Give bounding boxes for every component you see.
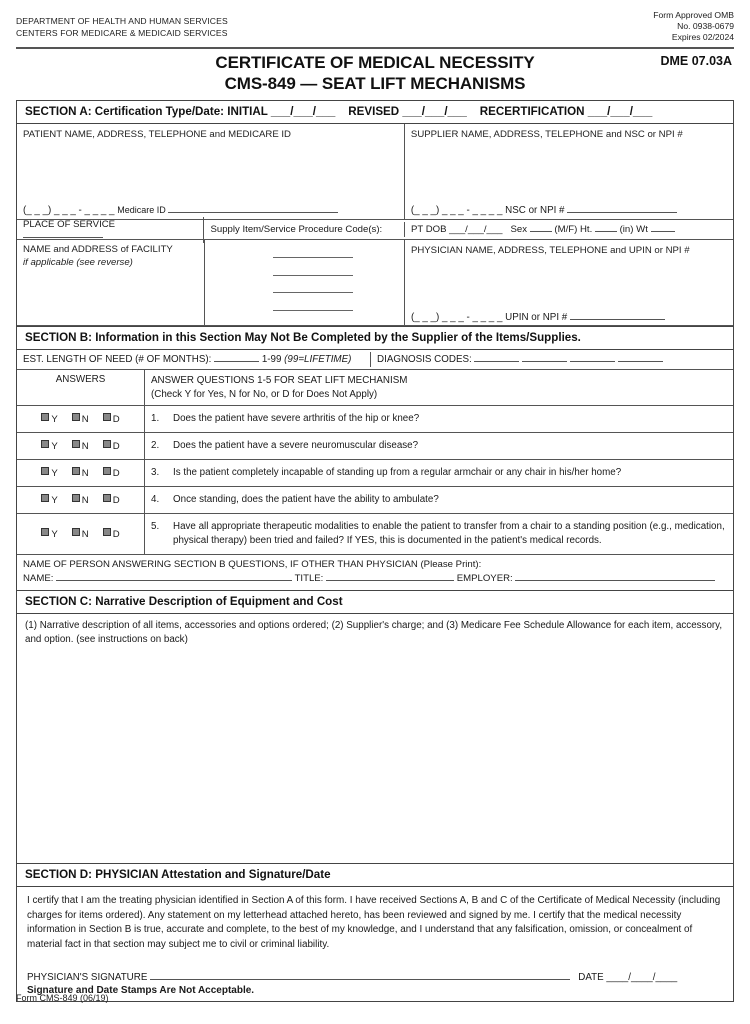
omb-expiration: Expires 02/2024 — [671, 31, 734, 42]
checkbox-no-label: N — [81, 468, 89, 479]
facility-info-box[interactable] — [17, 240, 205, 325]
patient-supplier-row — [17, 124, 733, 220]
checkbox-square-icon — [41, 440, 49, 448]
checkbox-does-not-apply[interactable] — [103, 528, 120, 540]
question-text: Have all appropriate therapeutic modalities to enable the patient to transfer from a chair to a standing position (e.g., medication, physical therapy) been tried and failed? If YES, this is documented in the patient's medical records. — [173, 521, 725, 546]
sex-note: (M/F) — [554, 224, 578, 235]
checkbox-d-label: D — [112, 529, 120, 540]
agency-line-1: DEPARTMENT OF HEALTH AND HUMAN SERVICES — [16, 16, 228, 26]
medicare-id-label: Medicare ID — [117, 205, 166, 215]
checkbox-yes[interactable] — [41, 413, 57, 425]
supplier-box-label: SUPPLIER NAME, ADDRESS, TELEPHONE and NSC or NPI # — [410, 129, 683, 140]
checkbox-does-not-apply[interactable] — [103, 413, 120, 425]
height-label: Ht. — [580, 224, 593, 235]
answering-person-row — [17, 554, 733, 590]
supply-code-blank-line[interactable] — [273, 256, 353, 258]
facility-label-line-1: NAME and ADDRESS of FACILITY — [23, 244, 173, 255]
answering-person-fields — [23, 572, 727, 586]
answer-checkboxes[interactable] — [17, 487, 145, 513]
height-blank[interactable] — [595, 231, 617, 232]
questions-list — [17, 406, 733, 554]
checkbox-no-label: N — [81, 529, 89, 540]
pt-dob-label: PT DOB — [410, 224, 447, 235]
medicare-id-blank[interactable] — [168, 212, 338, 213]
checkbox-yes[interactable] — [41, 440, 57, 452]
answers-column-header: ANSWERS — [17, 370, 145, 405]
checkbox-square-icon — [41, 467, 49, 475]
question-text-cell — [145, 406, 733, 432]
weight-blank[interactable] — [651, 231, 675, 232]
place-of-service-label: PLACE OF SERVICE — [23, 218, 116, 230]
question-number: 5. — [151, 521, 160, 532]
question-text: Once standing, does the patient have the ability to ambulate? — [173, 494, 439, 505]
question-row — [17, 433, 733, 460]
question-number: 4. — [151, 494, 160, 505]
supply-code-lines-cell[interactable] — [205, 240, 405, 325]
name-label: NAME: — [23, 573, 54, 584]
section-a-label: SECTION A: Certification Type/Date: — [25, 105, 225, 118]
checkbox-d-label: D — [112, 495, 120, 506]
recertification-label: RECERTIFICATION — [479, 105, 585, 118]
checkbox-d-label: D — [112, 468, 120, 479]
section-a-band — [17, 101, 733, 124]
checkbox-no[interactable] — [72, 494, 89, 506]
title-line-1: CERTIFICATE OF MEDICAL NECESSITY — [215, 53, 535, 72]
upin-npi-blank[interactable] — [570, 319, 665, 320]
height-unit-note: (in) — [619, 224, 634, 235]
question-row — [17, 487, 733, 514]
checkbox-yes-label: Y — [51, 468, 58, 479]
agency-identification — [16, 16, 228, 39]
form-title — [0, 52, 750, 94]
patient-demographics-cell[interactable] — [405, 222, 733, 237]
section-d-attestation: I certify that I am the treating physician identified in Section A of this form. I have received Sections A, B and C of the Certificate of Medical Necessity (including charges for items ordered). Any statement on my letterhead attached hereto, has been reviewed and signed by me. I certify that the medical necessity information in Section B is true, accurate and complete, to the best of my knowledge, and I understand that any falsification, omission, or concealment of material fact in that section may subject me to civil or criminal liability. — [27, 895, 721, 950]
supply-item-label: Supply Item/Service Procedure Code(s): — [210, 224, 383, 235]
checkbox-square-icon — [72, 440, 80, 448]
checkbox-no-label: N — [81, 495, 89, 506]
question-number: 3. — [151, 467, 160, 478]
place-of-service-cell[interactable] — [17, 217, 204, 243]
facility-physician-row — [17, 240, 733, 326]
questions-header-line-2: (Check Y for Yes, N for No, or D for Does Not Apply) — [151, 388, 378, 400]
dme-code: DME 07.03A — [660, 54, 732, 68]
question-text: Does the patient have severe arthritis of the hip or knee? — [173, 413, 420, 424]
nsc-npi-blank[interactable] — [567, 212, 677, 213]
diagnosis-codes-label: DIAGNOSIS CODES: — [377, 354, 472, 365]
checkbox-square-icon — [103, 413, 111, 421]
question-text-cell — [145, 460, 733, 486]
question-text: Is the patient completely incapable of standing up from a regular armchair or any chair in his/her home? — [173, 467, 622, 478]
diagnosis-code-blank-3[interactable] — [570, 361, 615, 362]
checkbox-no[interactable] — [72, 440, 89, 452]
checkbox-does-not-apply[interactable] — [103, 440, 120, 452]
checkbox-square-icon — [72, 467, 80, 475]
supplier-info-box[interactable] — [405, 124, 733, 219]
checkbox-square-icon — [41, 494, 49, 502]
length-diagnosis-row — [17, 350, 733, 370]
sex-blank[interactable] — [530, 231, 552, 232]
checkbox-d-label: D — [112, 414, 120, 425]
supply-code-blank-line[interactable] — [273, 291, 353, 293]
questions-column-header — [145, 370, 733, 405]
checkbox-yes[interactable] — [41, 528, 57, 540]
checkbox-does-not-apply[interactable] — [103, 467, 120, 479]
length-of-need-range: 1-99 — [261, 354, 282, 365]
question-text: Does the patient have a severe neuromuscular disease? — [173, 440, 419, 451]
omb-approval-block — [653, 10, 734, 42]
question-text-cell — [145, 514, 733, 554]
omb-number: No. 0938-0679 — [677, 20, 734, 31]
name-blank[interactable] — [56, 580, 292, 581]
omb-approved-label: Form Approved OMB — [653, 10, 734, 20]
signature-row — [17, 956, 733, 985]
length-of-need-cell[interactable] — [17, 352, 371, 367]
question-text-cell — [145, 433, 733, 459]
title-label: TITLE: — [294, 573, 324, 584]
recertification-date-blank[interactable]: ___/___/___ — [587, 105, 653, 118]
initial-date-blank[interactable]: ___/___/___ — [270, 105, 336, 118]
patient-phone-blank[interactable]: (_ _ _) _ _ _ - _ _ _ _ — [23, 205, 115, 216]
facility-label-line-2: if applicable (see reverse) — [23, 257, 133, 268]
diagnosis-code-blank-1[interactable] — [474, 361, 519, 362]
checkbox-yes-label: Y — [51, 529, 58, 540]
page-header — [0, 0, 750, 42]
upin-npi-label: UPIN or NPI # — [505, 312, 568, 323]
diagnosis-codes-cell[interactable] — [371, 352, 733, 367]
cmn-form-body — [16, 100, 734, 1002]
length-of-need-blank[interactable] — [214, 361, 259, 362]
physician-phone-blank[interactable]: (_ _ _) _ _ _ - _ _ _ _ — [410, 312, 503, 323]
diagnosis-code-blank-4[interactable] — [618, 361, 663, 362]
patient-info-box[interactable] — [17, 124, 405, 219]
supply-item-cell — [204, 222, 404, 237]
place-of-service-row — [17, 220, 733, 240]
sex-label: Sex — [510, 224, 528, 235]
length-of-need-label: EST. LENGTH OF NEED (# OF MONTHS): — [23, 354, 212, 365]
checkbox-square-icon — [103, 440, 111, 448]
question-text-cell — [145, 487, 733, 513]
checkbox-square-icon — [72, 413, 80, 421]
question-row — [17, 406, 733, 433]
revised-label: REVISED — [348, 105, 400, 118]
question-number: 2. — [151, 440, 160, 451]
signature-stamp-note: Signature and Date Stamps Are Not Acceptable. — [27, 985, 255, 996]
place-of-service-blank[interactable] — [23, 237, 103, 238]
employer-label: EMPLOYER: — [456, 573, 513, 584]
checkbox-no-label: N — [81, 441, 89, 452]
initial-label: INITIAL — [227, 105, 268, 118]
physician-info-box[interactable] — [405, 240, 733, 325]
length-of-need-note: (99=LIFETIME) — [284, 354, 352, 365]
title-line-2: CMS-849 — SEAT LIFT MECHANISMS — [224, 74, 526, 93]
question-row — [17, 514, 733, 554]
checkbox-square-icon — [103, 467, 111, 475]
checkbox-square-icon — [103, 494, 111, 502]
checkbox-no[interactable] — [72, 467, 89, 479]
checkbox-square-icon — [72, 528, 80, 536]
supplier-contact-line — [411, 205, 677, 216]
checkbox-yes[interactable] — [41, 467, 57, 479]
checkbox-square-icon — [72, 494, 80, 502]
checkbox-no[interactable] — [72, 413, 89, 425]
section-b-band: SECTION B: Information in this Section May Not Be Completed by the Supplier of the Items/Supplies. — [17, 326, 733, 350]
question-number: 1. — [151, 413, 160, 424]
answering-person-label: NAME OF PERSON ANSWERING SECTION B QUESTIONS, IF OTHER THAN PHYSICIAN (Please Print): — [23, 559, 482, 570]
checkbox-square-icon — [41, 528, 49, 536]
section-c-band: SECTION C: Narrative Description of Equipment and Cost — [17, 590, 733, 614]
answer-checkboxes[interactable] — [17, 406, 145, 432]
section-c-instruction: (1) Narrative description of all items, accessories and options ordered; (2) Supplier's charge; and (3) Medicare Fee Schedule Allowance for each item, accessory, and option. (see instructions on back) — [25, 620, 723, 645]
checkbox-yes-label: Y — [51, 414, 58, 425]
form-footer-number: Form CMS-849 (06/19) — [16, 993, 109, 1003]
section-c-narrative-area[interactable] — [17, 614, 733, 864]
answer-checkboxes[interactable] — [17, 514, 145, 554]
patient-box-label: PATIENT NAME, ADDRESS, TELEPHONE and MEDICARE ID — [23, 129, 291, 140]
weight-label: Wt — [636, 224, 648, 235]
answers-header-row — [17, 370, 733, 406]
checkbox-no-label: N — [81, 414, 89, 425]
supply-code-blank-line[interactable] — [273, 274, 353, 276]
supplier-phone-blank[interactable]: (_ _ _) _ _ _ - _ _ _ _ — [410, 205, 503, 216]
physician-box-label: PHYSICIAN NAME, ADDRESS, TELEPHONE and UPIN or NPI # — [410, 245, 690, 256]
questions-header-line-1: ANSWER QUESTIONS 1-5 FOR SEAT LIFT MECHANISM — [151, 375, 408, 386]
physician-signature-label: PHYSICIAN'S SIGNATURE — [27, 972, 148, 983]
checkbox-no[interactable] — [72, 528, 89, 540]
physician-signature-blank[interactable] — [150, 979, 570, 980]
title-blank[interactable] — [326, 580, 454, 581]
revised-date-blank[interactable]: ___/___/___ — [402, 105, 467, 118]
date-label: DATE — [578, 972, 604, 983]
diagnosis-code-blank-2[interactable] — [522, 361, 567, 362]
checkbox-square-icon — [41, 413, 49, 421]
question-row — [17, 460, 733, 487]
checkbox-square-icon — [103, 528, 111, 536]
answer-checkboxes[interactable] — [17, 433, 145, 459]
checkbox-does-not-apply[interactable] — [103, 494, 120, 506]
section-d-band: SECTION D: PHYSICIAN Attestation and Signature/Date — [17, 864, 733, 887]
checkbox-d-label: D — [112, 441, 120, 452]
supply-code-blank-lines — [205, 240, 404, 325]
employer-blank[interactable] — [515, 580, 715, 581]
header-divider-rule — [16, 47, 734, 49]
checkbox-yes-label: Y — [51, 441, 58, 452]
pt-dob-blank[interactable]: ___/___/___ — [449, 224, 503, 235]
answer-checkboxes[interactable] — [17, 460, 145, 486]
physician-contact-line — [411, 312, 665, 323]
patient-contact-line — [23, 205, 338, 216]
agency-line-2: CENTERS FOR MEDICARE & MEDICAID SERVICES — [16, 27, 228, 38]
date-blank[interactable]: ____/____/____ — [606, 972, 678, 983]
supply-code-blank-line[interactable] — [273, 309, 353, 311]
checkbox-yes-label: Y — [51, 495, 58, 506]
checkbox-yes[interactable] — [41, 494, 57, 506]
nsc-npi-label: NSC or NPI # — [505, 205, 565, 216]
